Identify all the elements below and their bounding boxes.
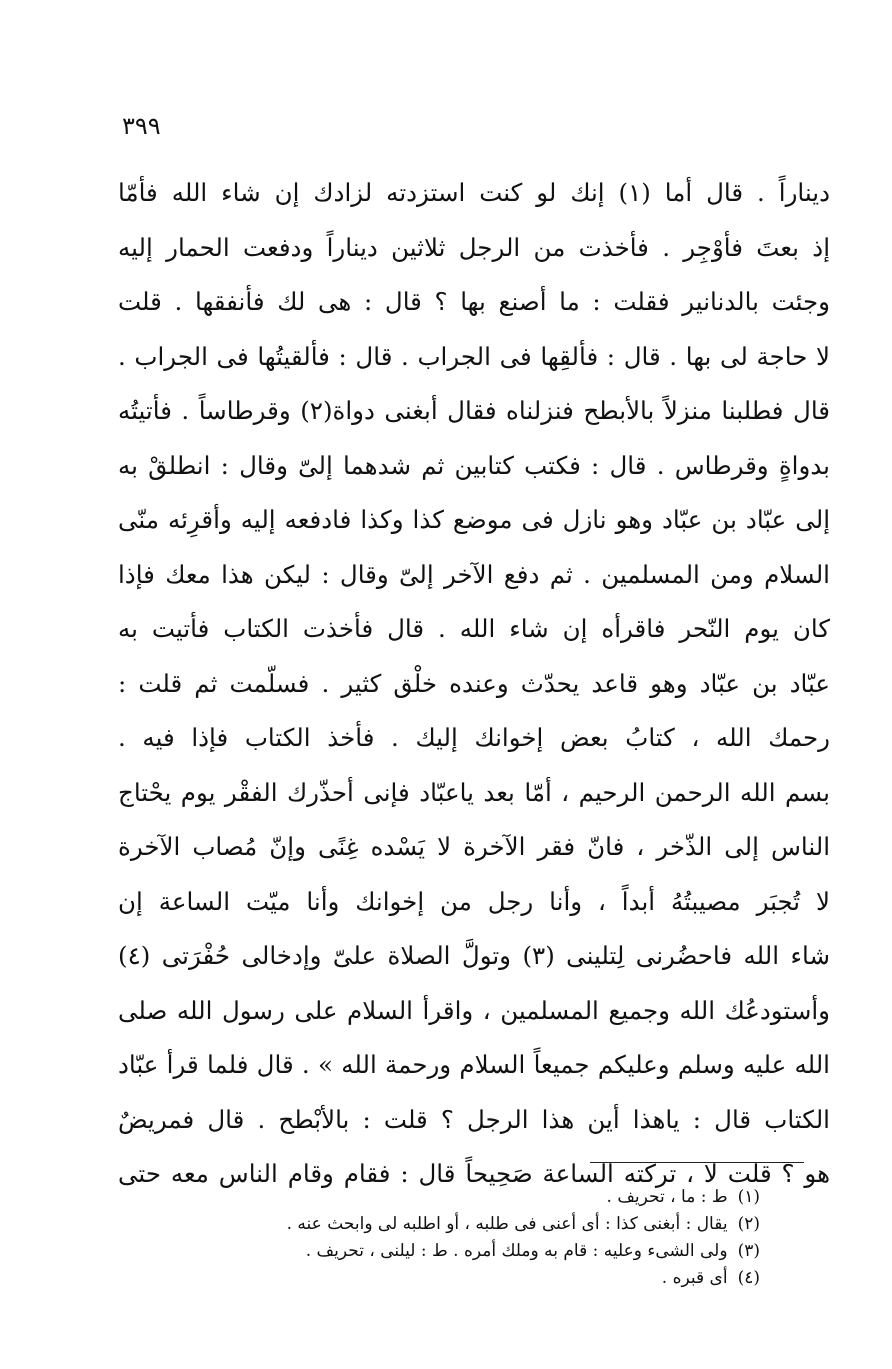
main-text bbox=[118, 166, 830, 1202]
text-line: ديناراً . قال أما (١) إنك لو كنت استزدته لزادك إن شاء الله فأمّا bbox=[118, 178, 830, 207]
footnote-text: أى قبره . bbox=[661, 1268, 728, 1288]
footnote-text: ولى الشىء وعليه : قام به وملك أمره . ط : ليلنى ، تحريف . bbox=[305, 1241, 728, 1261]
footnote-text: ط : ما ، تحريف . bbox=[606, 1187, 728, 1207]
footnote-number: (٣) bbox=[737, 1241, 760, 1261]
text-line: بسم الله الرحمن الرحيم ، أمّا بعد ياعبّاد فإنى أحذّرك الفقْر يوم يحْتاج bbox=[118, 777, 830, 807]
text-line: هو ؟ قلت لا ، تركته الساعة صَحِيحاً قال : فقام وقام الناس معه حتى bbox=[118, 1159, 830, 1188]
text-line: إلى عبّاد بن عبّاد وهو نازل فى موضع كذا وكذا فادفعه إليه وأقرِئه منّى bbox=[118, 505, 830, 534]
text-line: الناس إلى الذّخر ، فانّ فقر الآخرة لا يَسْده غِنًى وإنّ مُصاب الآخرة bbox=[118, 832, 830, 861]
text-line: لا حاجة لى بها . قال : فألقِها فى الجراب . قال : فألقيتُها فى الجراب . bbox=[118, 341, 830, 371]
text-line: بدواةٍ وقرطاس . قال : فكتب كتابين ثم شدهما إلىّ وقال : انطلقْ به bbox=[118, 450, 830, 480]
text-line: الكتاب قال : ياهذا أين هذا الرجل ؟ قلت : بالأبْطح . قال فمريضٌ bbox=[118, 1104, 830, 1134]
text-line: عبّاد بن عبّاد وهو قاعد يحدّث وعنده خلْق كثير . فسلّمت ثم قلت : bbox=[118, 668, 830, 698]
text-line: الله عليه وسلم وعليكم جميعاً السلام ورحمة الله » . قال فلما قرأ عبّاد bbox=[118, 1050, 830, 1079]
text-line: إذ بعتَ فأوْجِر . فأخذت من الرجل ثلاثين ديناراً ودفعت الحمار إليه bbox=[118, 232, 830, 262]
text-line: السلام ومن المسلمين . ثم دفع الآخر إلىّ وقال : ليكن هذا معك فإذا bbox=[118, 559, 830, 589]
text-line: وجئت بالدنانير فقلت : ما أصنع بها ؟ قال : هى لك فأنفقها . قلت bbox=[118, 287, 830, 316]
footnote bbox=[200, 1265, 760, 1292]
footnote bbox=[200, 1238, 760, 1265]
footnote-number: (١) bbox=[737, 1187, 760, 1207]
footnote-text: يقال : أبغنى كذا : أى أعنى فى طلبه ، أو اطلبه لى وابحث عنه . bbox=[286, 1214, 728, 1234]
footnote-divider bbox=[590, 1162, 804, 1163]
footnote bbox=[200, 1184, 760, 1211]
text-line: قال فطلبنا منزلاً بالأبطح فنزلناه فقال أبغنى دواة(٢) وقرطاساً . فأتيتُه bbox=[118, 396, 830, 425]
footnotes bbox=[200, 1184, 760, 1292]
footnote-number: (٢) bbox=[737, 1214, 760, 1234]
page-number: ٣٩٩ bbox=[122, 112, 161, 140]
footnote-number: (٤) bbox=[737, 1268, 760, 1288]
text-line: كان يوم النّحر فاقرأه إن شاء الله . قال فأخذت الكتاب فأتيت به bbox=[118, 614, 830, 643]
text-line: شاء الله فاحضُرنى لِتلينى (٣) وتولَّ الصلاة علىّ وإدخالى حُفْرَتى (٤) bbox=[118, 941, 830, 970]
text-line: وأستودعُك الله وجميع المسلمين ، واقرأ السلام على رسول الله صلى bbox=[118, 995, 830, 1025]
footnote bbox=[200, 1211, 760, 1238]
text-line: رحمك الله ، كتابُ بعض إخوانك إليك . فأخذ الكتاب فإذا فيه . bbox=[118, 723, 830, 752]
text-line: لا تُجبَر مصيبتُهُ أبداً ، وأنا رجل من إخوانك وأنا ميّت الساعة إن bbox=[118, 886, 830, 916]
